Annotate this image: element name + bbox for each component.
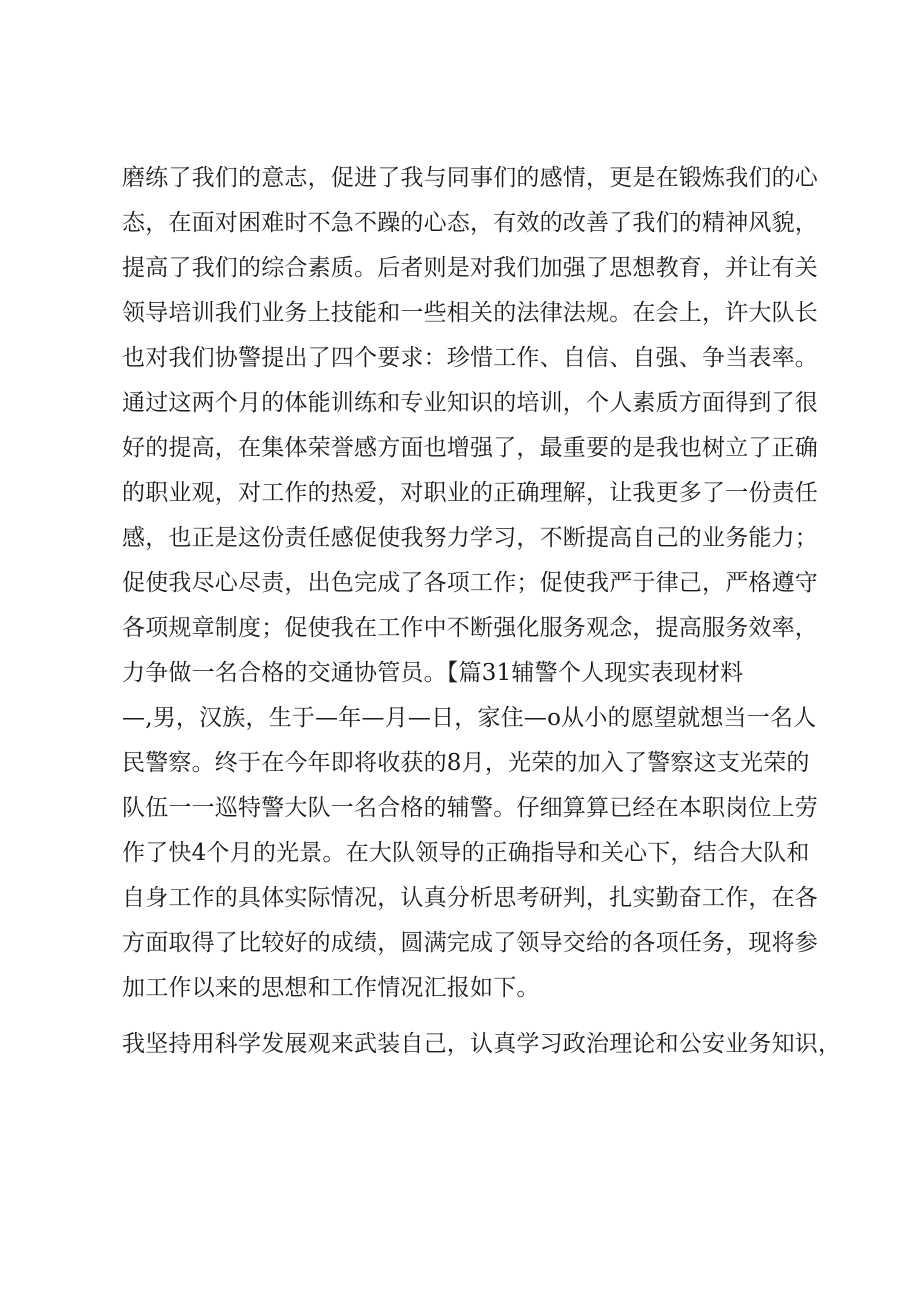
text-line: 的职业观，对工作的热爱，对职业的正确理解，让我更多了一份责任 bbox=[122, 480, 818, 506]
text-line: 领导培训我们业务上技能和一些相关的法律法规。在会上，许大队长 bbox=[122, 300, 818, 326]
text-line: 提高了我们的综合素质。后者则是对我们加强了思想教育，并让有关 bbox=[122, 255, 818, 281]
text-line: 也对我们协警提出了四个要求：珍惜工作、自信、自强、争当表率。 bbox=[122, 345, 818, 371]
text-line: 态，在面对困难时不急不躁的心态，有效的改善了我们的精神风貌， bbox=[122, 210, 818, 236]
text-line: 自身工作的具体实际情况，认真分析思考研判，扎实勤奋工作，在各 bbox=[122, 885, 818, 911]
text-line: 我坚持用科学发展观来武装自己，认真学习政治理论和公安业务知识， bbox=[122, 1031, 842, 1057]
text-line: —,男，汉族，生于—年—月—日，家住—o从小的愿望就想当一名人 bbox=[122, 705, 817, 731]
text-line: 各项规章制度；促使我在工作中不断强化服务观念，提高服务效率， bbox=[122, 615, 818, 641]
text-line: 感，也正是这份责任感促使我努力学习，不断提高自己的业务能力； bbox=[122, 525, 818, 551]
body-text bbox=[122, 156, 842, 1067]
text-line: 通过这两个月的体能训练和专业知识的培训，个人素质方面得到了很 bbox=[122, 390, 818, 416]
text-line: 磨练了我们的意志，促进了我与同事们的感情，更是在锻炼我们的心 bbox=[122, 165, 818, 191]
text-line: 加工作以来的思想和工作情况汇报如下。 bbox=[122, 975, 540, 1001]
text-line: 方面取得了比较好的成绩，圆满完成了领导交给的各项任务，现将参 bbox=[122, 930, 818, 956]
text-line: 作了快4个月的光景。在大队领导的正确指导和关心下，结合大队和 bbox=[122, 840, 810, 866]
text-line: 民警察。终于在今年即将收获的8月，光荣的加入了警察这支光荣的 bbox=[122, 750, 810, 776]
text-line: 促使我尽心尽责，出色完成了各项工作；促使我严于律己，严格遵守 bbox=[122, 570, 818, 596]
text-line: 力争做一名合格的交通协管员。【篇31辅警个人现实表现材料 bbox=[122, 660, 744, 686]
text-line: 好的提高，在集体荣誉感方面也增强了，最重要的是我也树立了正确 bbox=[122, 435, 818, 461]
text-line: 队伍一一巡特警大队一名合格的辅警。仔细算算已经在本职岗位上劳 bbox=[122, 795, 818, 821]
